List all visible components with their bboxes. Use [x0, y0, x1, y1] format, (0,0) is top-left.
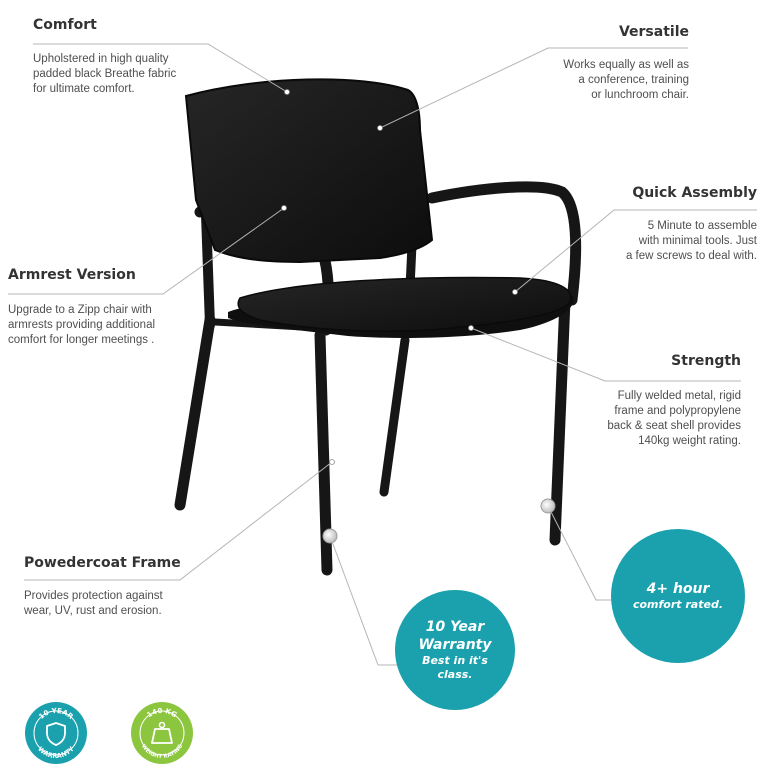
quick-assembly-title: Quick Assembly	[632, 185, 757, 201]
armrest-description: Upgrade to a Zipp chair with armrests providing additional comfort for longer meetings .	[8, 304, 156, 346]
versatile-title: Versatile	[618, 24, 689, 40]
svg-text:WARRANTY: WARRANTY	[36, 744, 76, 761]
comfort-title: Comfort	[33, 17, 97, 33]
glide-dot-right	[541, 499, 555, 513]
strength-title: Strength	[671, 353, 741, 369]
powdercoat-title: Powedercoat Frame	[24, 555, 181, 571]
glide-dot-left	[323, 529, 337, 543]
svg-text:WEIGHT RATING: WEIGHT RATING	[139, 743, 185, 761]
comfort-description: Upholstered in high quality padded black Breathe fabric for ultimate comfort.	[33, 53, 177, 95]
weight-rating-badge	[130, 701, 194, 765]
comfort-rated-callout: 4+ hour comfort rated.	[611, 529, 745, 663]
strength-description: Fully welded metal, rigid frame and polypropylene back & seat shell provides 140kg weight rating.	[607, 390, 741, 447]
svg-text:10 YEAR: 10 YEAR	[37, 706, 75, 721]
chair-backrest	[186, 79, 432, 262]
versatile-description: Works equally as well as a conference, training or lunchroom chair.	[563, 59, 689, 101]
quick-assembly-description: 5 Minute to assemble with minimal tools. Just a few screws to deal with.	[625, 220, 757, 262]
warranty-badge	[24, 701, 88, 765]
armrest-title: Armrest Version	[8, 267, 136, 283]
powdercoat-description: Provides protection against wear, UV, rust and erosion.	[24, 590, 163, 617]
warranty-callout: 10 Year Warranty Best in it's class.	[395, 590, 515, 710]
svg-text:140 KG: 140 KG	[145, 706, 179, 720]
